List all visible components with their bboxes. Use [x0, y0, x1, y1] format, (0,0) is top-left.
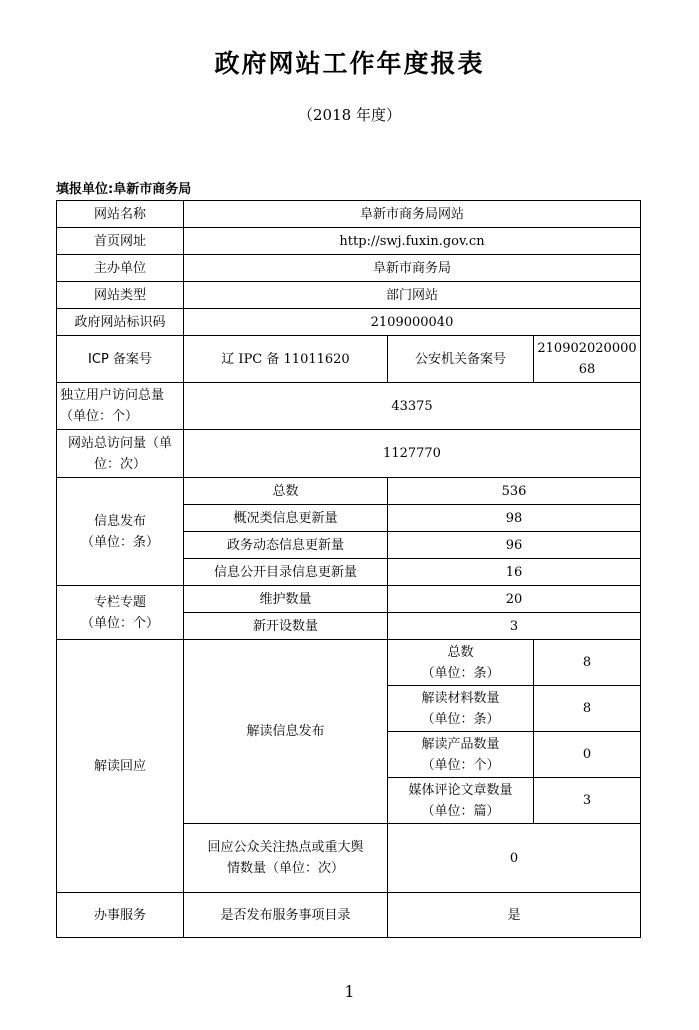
info-publish-label: 信息发布 （单位：条） — [57, 478, 184, 586]
row-service-catalog — [57, 893, 641, 938]
row-homepage — [57, 228, 641, 255]
icp-value: 辽 IPC 备 11011620 — [184, 336, 388, 383]
row-total-visits — [57, 430, 641, 478]
site-name-value: 阜新市商务局网站 — [184, 201, 641, 228]
homepage-value: http://swj.fuxin.gov.cn — [184, 228, 641, 255]
row-unique-visitors — [57, 383, 641, 430]
info-affairs-value: 96 — [388, 532, 641, 559]
site-type-label: 网站类型 — [57, 282, 184, 309]
row-icp — [57, 336, 641, 383]
page-number: 1 — [344, 982, 355, 1001]
interp-total-value: 8 — [534, 640, 641, 686]
total-visits-value: 1127770 — [184, 430, 641, 478]
info-total-value: 536 — [388, 478, 641, 505]
service-catalog-label: 是否发布服务事项目录 — [184, 893, 388, 938]
site-id-label: 政府网站标识码 — [57, 309, 184, 336]
info-total-label: 总数 — [184, 478, 388, 505]
service-label: 办事服务 — [57, 893, 184, 938]
info-affairs-label: 政务动态信息更新量 — [184, 532, 388, 559]
homepage-label: 首页网址 — [57, 228, 184, 255]
row-columns-maintain — [57, 586, 641, 613]
row-site-name — [57, 201, 641, 228]
info-overview-value: 98 — [388, 505, 641, 532]
columns-maintain-label: 维护数量 — [184, 586, 388, 613]
info-catalog-value: 16 — [388, 559, 641, 586]
site-id-value: 2109000040 — [184, 309, 641, 336]
host-label: 主办单位 — [57, 255, 184, 282]
row-host — [57, 255, 641, 282]
row-interp-total — [57, 640, 641, 686]
report-year: （2018 年度） — [298, 106, 401, 124]
report-title: 政府网站工作年度报表 — [214, 49, 485, 78]
columns-new-label: 新开设数量 — [184, 613, 388, 640]
icp-label: ICP 备案号 — [57, 336, 184, 383]
interp-response-label: 回应公众关注热点或重大舆情数量（单位：次） — [184, 824, 388, 893]
interp-material-label: 解读材料数量 （单位：条） — [388, 686, 534, 732]
unique-visitors-label: 独立用户访问总量（单位：个） — [57, 383, 184, 430]
police-record-label: 公安机关备案号 — [388, 336, 534, 383]
columns-maintain-value: 20 — [388, 586, 641, 613]
service-catalog-value: 是 — [388, 893, 641, 938]
interp-media-label: 媒体评论文章数量 （单位：篇） — [388, 778, 534, 824]
site-type-value: 部门网站 — [184, 282, 641, 309]
columns-label: 专栏专题 （单位：个） — [57, 586, 184, 640]
total-visits-label: 网站总访问量（单位：次） — [57, 430, 184, 478]
unique-visitors-value: 43375 — [184, 383, 641, 430]
interp-total-label: 总数 （单位：条） — [388, 640, 534, 686]
interp-response-value: 0 — [388, 824, 641, 893]
host-value: 阜新市商务局 — [184, 255, 641, 282]
row-site-id — [57, 309, 641, 336]
info-overview-label: 概况类信息更新量 — [184, 505, 388, 532]
interp-product-label: 解读产品数量 （单位：个） — [388, 732, 534, 778]
report-table — [56, 200, 641, 938]
interp-product-value: 0 — [534, 732, 641, 778]
columns-new-value: 3 — [388, 613, 641, 640]
row-info-total — [57, 478, 641, 505]
info-catalog-label: 信息公开目录信息更新量 — [184, 559, 388, 586]
interp-publish-label: 解读信息发布 — [184, 640, 388, 824]
police-record-value: 21090202000068 — [534, 336, 641, 383]
interp-material-value: 8 — [534, 686, 641, 732]
interp-media-value: 3 — [534, 778, 641, 824]
site-name-label: 网站名称 — [57, 201, 184, 228]
row-site-type — [57, 282, 641, 309]
interpretation-label: 解读回应 — [57, 640, 184, 893]
reporting-unit: 填报单位:阜新市商务局 — [56, 182, 192, 197]
